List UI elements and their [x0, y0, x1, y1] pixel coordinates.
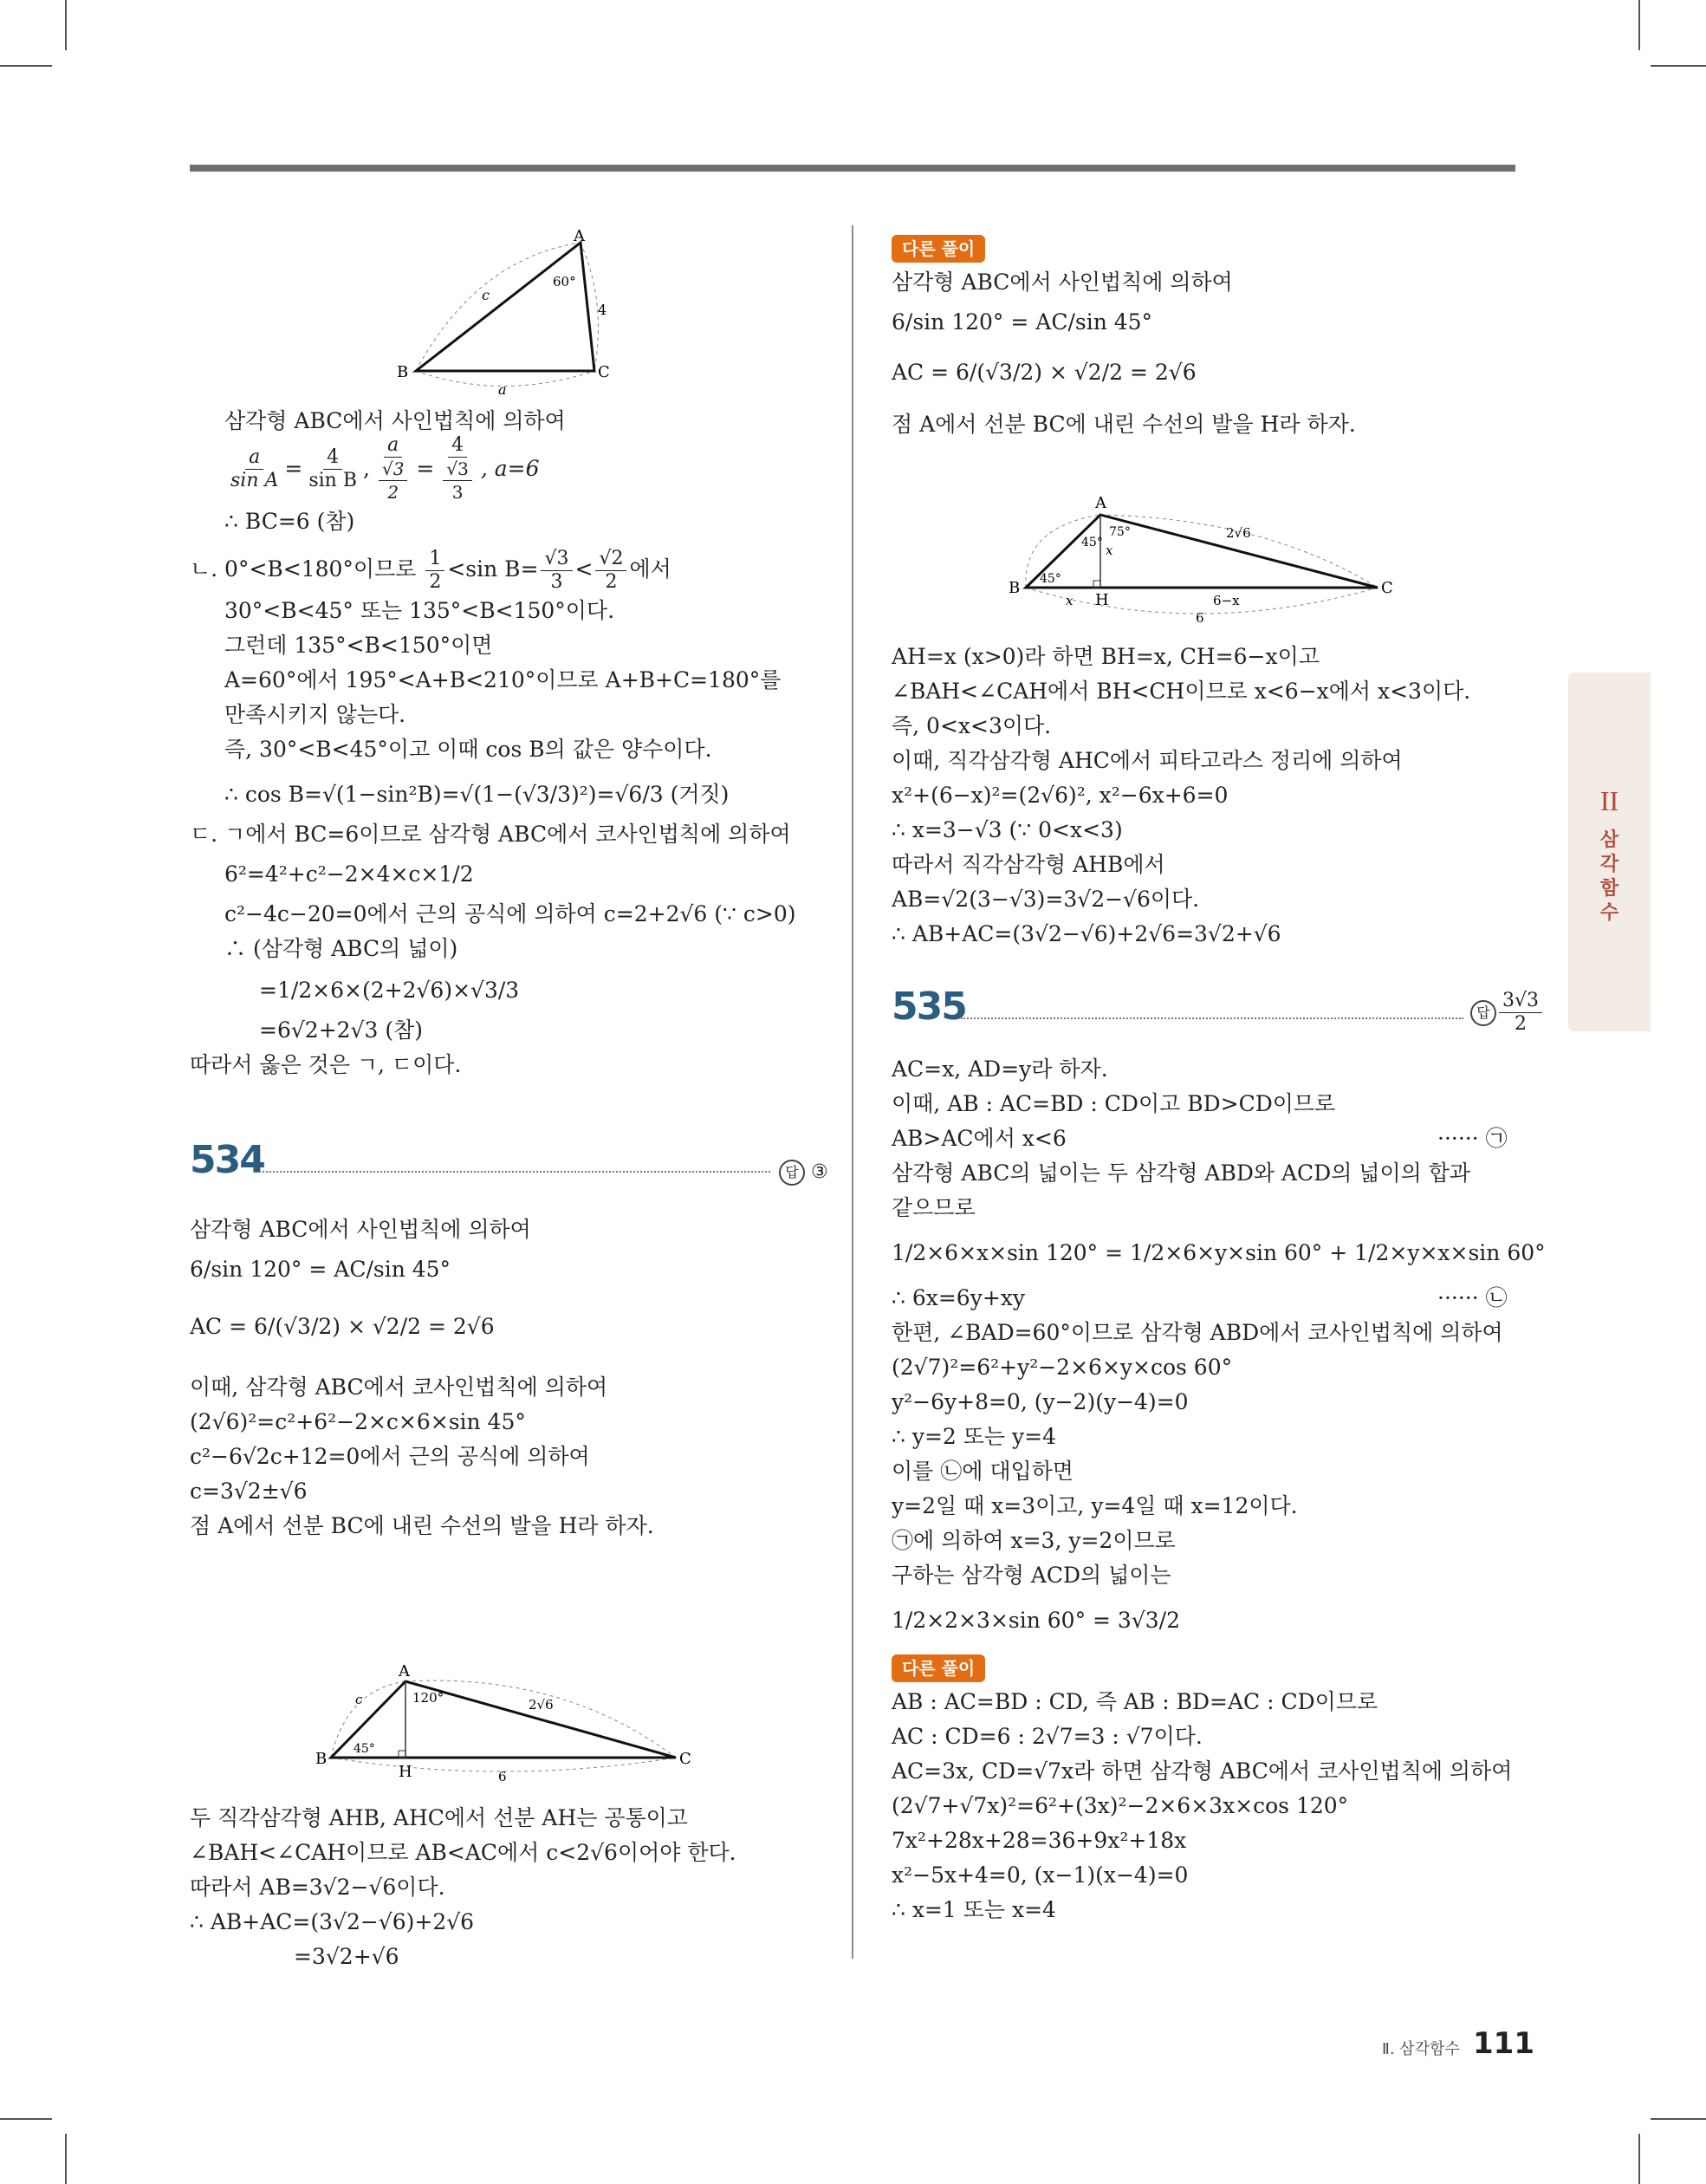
text-line: 이때, 직각삼각형 AHC에서 피타고라스 정리에 의하여 [892, 748, 1403, 773]
text-line: ㄴ. 0°<B<180°이므로 $\frac{1}{2}$ <sin B= $\frac{√3}{3}$ < $\frac{√2}{2}$ 에서 [190, 548, 671, 593]
svg-text:6: 6 [1196, 610, 1204, 626]
text-line: 이때, AB : AC=BD : CD이고 BD>CD이므로 [892, 1091, 1336, 1116]
svg-text:B: B [315, 1750, 328, 1768]
svg-text:x: x [1106, 543, 1113, 558]
left-column [190, 404, 831, 1544]
text-line: 한편, ∠BAD=60°이므로 삼각형 ABD에서 코사인법칙에 의하여 [892, 1320, 1503, 1345]
text-line: ∠BAH<∠CAH에서 BH<CH이므로 x<6−x에서 x<3이다. [892, 679, 1471, 704]
svg-text:C: C [598, 363, 610, 381]
svg-text:2√6: 2√6 [1226, 525, 1251, 541]
text-line: 점 A에서 선분 BC에 내린 수선의 발을 H라 하자. [892, 412, 1356, 437]
text-line: y²−6y+8=0, (y−2)(y−4)=0 [892, 1389, 1189, 1414]
text-line: 이를 ㉡에 대입하면 [892, 1459, 1074, 1484]
question-header-535 [892, 985, 1540, 1042]
chapter-number: II [1599, 785, 1619, 816]
text-line: y=2일 때 x=3이고, y=4일 때 x=12이다. [892, 1493, 1298, 1518]
svg-text:H: H [1095, 591, 1109, 609]
text-line: AC = 6/(√3/2) × √2/2 = 2√6 [190, 1314, 495, 1339]
text-line: ∴ BC=6 (참) [224, 509, 355, 534]
svg-text:C: C [679, 1750, 691, 1768]
svg-text:A: A [1095, 494, 1106, 512]
svg-text:B: B [1009, 579, 1021, 597]
header-rule [190, 165, 1515, 172]
text-line: 1/2×2×3×sin 60° = 3√3/2 [892, 1608, 1180, 1633]
alt-solution-badge: 다른 풀이 [892, 235, 985, 263]
text-line: AC = 6/(√3/2) × √2/2 = 2√6 [892, 360, 1197, 385]
text-line: =3√2+√6 [294, 1944, 399, 1969]
svg-text:a: a [498, 381, 507, 398]
text-line: 점 A에서 선분 BC에 내린 수선의 발을 H라 하자. [190, 1513, 654, 1538]
svg-text:45°: 45° [1081, 536, 1103, 549]
text-line: 따라서 옳은 것은 ㄱ, ㄷ이다. [190, 1052, 462, 1077]
svg-text:C: C [1381, 579, 1393, 597]
text-line: 만족시키지 않는다. [224, 702, 406, 727]
text-line: 따라서 AB=3√2−√6이다. [190, 1875, 445, 1900]
triangle-figure-2 [312, 1655, 702, 1785]
crop-mark [1638, 2134, 1640, 2184]
text-line: 삼각형 ABC에서 사인법칙에 의하여 [190, 1217, 531, 1242]
right-column-middle [892, 640, 1546, 1927]
text-line: AH=x (x>0)라 하면 BH=x, CH=6−x이고 [892, 644, 1320, 669]
svg-text:c: c [355, 1692, 363, 1707]
svg-text:A: A [399, 1662, 410, 1680]
triangle-figure-1 [390, 227, 632, 398]
text-line: 6/sin 120° = AC/sin 45° [190, 1257, 451, 1282]
text-line: AB : AC=BD : CD, 즉 AB : BD=AC : CD이므로 [892, 1689, 1378, 1714]
svg-text:60°: 60° [553, 274, 576, 289]
text-line: 삼각형 ABC의 넓이는 두 삼각형 ABD와 ACD의 넓이의 합과 [892, 1160, 1470, 1186]
text-line: 그런데 135°<B<150°이면 [224, 633, 493, 658]
left-column-bottom [190, 1801, 831, 1974]
text-line: c=3√2±√6 [190, 1479, 308, 1504]
text-line: 따라서 직각삼각형 AHB에서 [892, 852, 1165, 877]
text-line: 6²=4²+c²−2×4×c×1/2 [224, 861, 474, 887]
svg-text:75°: 75° [1109, 525, 1131, 539]
text-line: ∴ AB+AC=(3√2−√6)+2√6 [190, 1909, 475, 1934]
fraction: $\frac{a}{\text{sin A}}$ [230, 445, 279, 491]
crop-mark [0, 2118, 52, 2120]
text-line: 즉, 30°<B<45°이고 이때 cos B의 값은 양수이다. [224, 737, 712, 762]
svg-text:H: H [399, 1763, 412, 1781]
question-number: 534 [190, 1138, 264, 1182]
svg-text:45°: 45° [354, 1742, 375, 1756]
text-line: AB>AC에서 x<6 ······ ㉠ [892, 1126, 1508, 1151]
crop-mark [1651, 2118, 1706, 2120]
crop-mark [1651, 65, 1706, 67]
text-line: 이때, 삼각형 ABC에서 코사인법칙에 의하여 [190, 1375, 608, 1400]
text-line: (2√7+√7x)²=6²+(3x)²−2×6×3x×cos 120° [892, 1793, 1349, 1818]
question-header-534 [190, 1138, 831, 1195]
text-line: =1/2×6×(2+2√6)×√3/3 [259, 978, 520, 1003]
fraction: $\frac{a}{\frac{√3}{2}}$ [373, 434, 413, 504]
fraction: $\frac{4}{\frac{√3}{3}}$ [437, 434, 477, 504]
crop-mark [65, 0, 67, 50]
text-line: (2√7)²=6²+y²−2×6×y×cos 60° [892, 1355, 1233, 1380]
text-line: ∴ 6x=6y+xy ······ ㉡ [892, 1285, 1508, 1310]
text-line: 두 직각삼각형 AHB, AHC에서 선분 AH는 공통이고 [190, 1805, 688, 1830]
text-line: ∴ y=2 또는 y=4 [892, 1424, 1056, 1449]
right-column [892, 231, 1524, 442]
triangle-figure-3 [1005, 492, 1404, 631]
text-line: c²−4c−20=0에서 근의 공식에 의하여 c=2+2√6 (∵ c>0) [224, 901, 796, 926]
text-line: ∴ AB+AC=(3√2−√6)+2√6=3√2+√6 [892, 921, 1281, 946]
svg-text:c: c [482, 287, 490, 303]
text-line: AC : CD=6 : 2√7=3 : √7이다. [892, 1724, 1203, 1749]
text-line: A=60°에서 195°<A+B<210°이므로 A+B+C=180°를 [224, 667, 782, 692]
label-A: A [574, 227, 585, 245]
text-line: 7x²+28x+28=36+9x²+18x [892, 1828, 1187, 1853]
text-line: (2√6)²=c²+6²−2×c×6×sin 45° [190, 1409, 526, 1434]
text-line: x²+(6−x)²=(2√6)², x²−6x+6=0 [892, 783, 1229, 808]
text-line: AC=x, AD=y라 하자. [892, 1056, 1108, 1082]
alt-solution-badge: 다른 풀이 [892, 1654, 985, 1682]
svg-text:B: B [397, 363, 409, 381]
question-number: 535 [892, 985, 966, 1029]
crop-mark [65, 2134, 67, 2184]
text-line: ∠BAH<∠CAH이므로 AB<AC에서 c<2√6이어야 한다. [190, 1840, 736, 1865]
svg-text:45°: 45° [1040, 572, 1061, 586]
crop-mark [0, 65, 52, 67]
chapter-tab [1568, 673, 1651, 1031]
fraction: $\frac{4}{\text{sin B}}$ [308, 445, 357, 491]
text-line: x²−5x+4=0, (x−1)(x−4)=0 [892, 1862, 1189, 1888]
leader-dots [259, 1171, 770, 1173]
svg-text:6: 6 [498, 1769, 507, 1784]
text-line: 구하는 삼각형 ACD의 넓이는 [892, 1563, 1171, 1588]
answer-badge: 답 $\frac{3√3}{2}$ [1470, 990, 1545, 1036]
crop-mark [1638, 0, 1640, 50]
page-number: 111 [1473, 2026, 1534, 2061]
text-line: c²−6√2c+12=0에서 근의 공식에 의하여 [190, 1444, 590, 1469]
sine-law-equation: $\frac{a}{\text{sin A}}$ = $\frac{4}{\text{sin B}}$ , $\frac{a}{\frac{√3}{2}}$ = $\frac{4}{\frac{√3}{3}}$ , a=6 [190, 439, 831, 499]
text-line: =6√2+2√3 (참) [259, 1017, 423, 1043]
text-line: 삼각형 ABC에서 사인법칙에 의하여 [224, 408, 566, 433]
column-divider [852, 225, 853, 1959]
chapter-title: 삼 각 함 수 [1599, 829, 1619, 924]
text-line: ∴ x=1 또는 x=4 [892, 1897, 1056, 1922]
text-line: 1/2×6×x×sin 120° = 1/2×6×y×sin 60° + 1/2×y×x×sin 60° [892, 1240, 1546, 1265]
svg-text:2√6: 2√6 [529, 1697, 554, 1713]
text-line: 6/sin 120° = AC/sin 45° [892, 309, 1153, 335]
text-line: 삼각형 ABC에서 사인법칙에 의하여 [892, 270, 1233, 295]
text-line: ㄷ. ㄱ에서 BC=6이므로 삼각형 ABC에서 코사인법칙에 의하여 [190, 822, 791, 847]
text-line: ㉠에 의하여 x=3, y=2이므로 [892, 1528, 1176, 1553]
svg-text:x: x [1066, 593, 1074, 608]
text-line: ∴ cos B=√(1−sin²B)=√(1−(√3/3)²)=√6/3 (거짓) [224, 782, 730, 807]
text-line: AB=√2(3−√3)=3√2−√6이다. [892, 887, 1200, 912]
text-line: 30°<B<45° 또는 135°<B<150°이다. [224, 598, 615, 623]
text-line: AC=3x, CD=√7x라 하면 삼각형 ABC에서 코사인법칙에 의하여 [892, 1758, 1513, 1784]
svg-text:6−x: 6−x [1213, 593, 1240, 608]
svg-text:120°: 120° [412, 1690, 444, 1706]
text-line: ∴ (삼각형 ABC의 넓이) [224, 936, 458, 961]
footer-section: Ⅱ. 삼각함수 [1382, 2040, 1460, 2058]
leader-dots [961, 1017, 1463, 1019]
answer-badge: 답 ③ [779, 1155, 828, 1190]
text-line: ∴ x=3−√3 (∵ 0<x<3) [892, 817, 1123, 842]
text-line: 같으므로 [892, 1195, 976, 1220]
text-line: 즉, 0<x<3이다. [892, 713, 1052, 738]
svg-text:4: 4 [598, 302, 607, 318]
